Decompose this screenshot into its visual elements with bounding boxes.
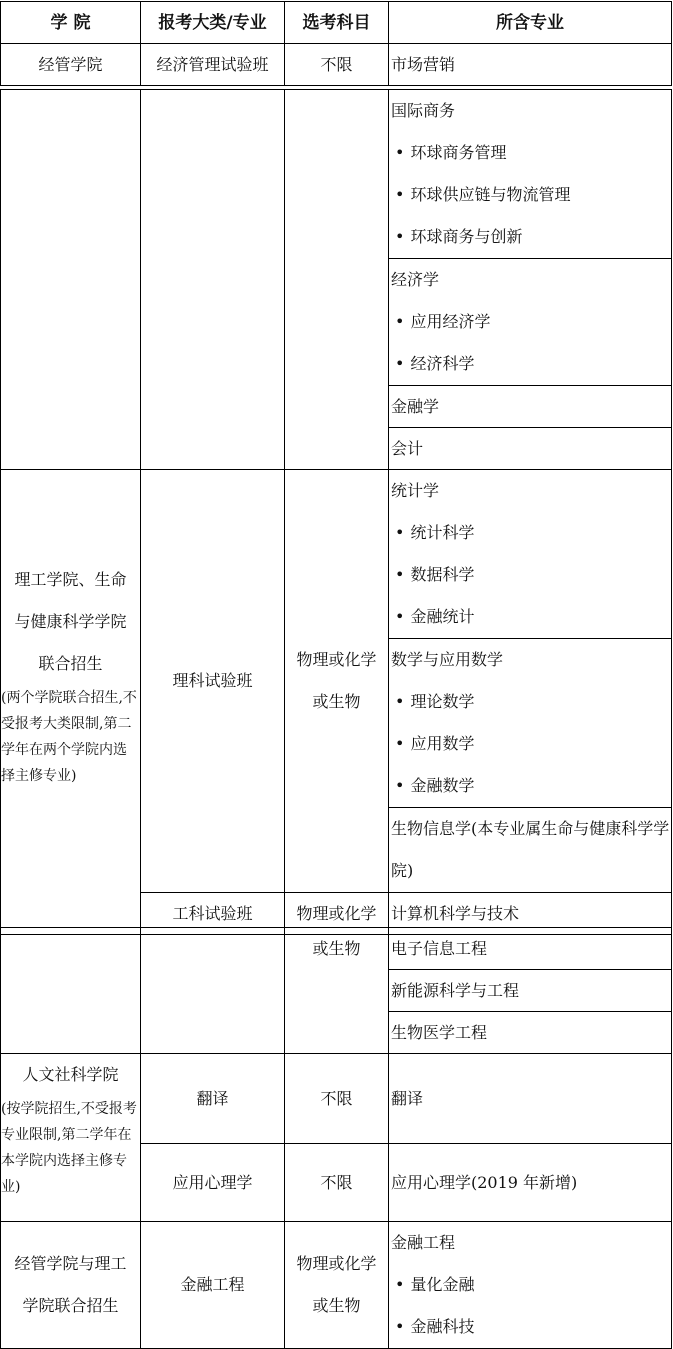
category-psychology: 应用心理学 [141,1144,285,1222]
table-row [1,1054,672,1144]
table-humanities-block [0,927,672,1349]
college-cell-joint [1,470,141,935]
table-row [1,928,672,970]
list-item: • 环球供应链与物流管理 [391,174,671,216]
list-item: • 数据科学 [391,554,671,596]
major-group-title: 经济学 [391,270,440,289]
header-row [1,2,672,44]
subjects-line: 或生物 [312,692,361,711]
subjects-science [285,470,389,893]
college-cell: 经管学院 [1,44,141,86]
subjects-engineering: 物理或化学 [285,893,389,935]
category-cell-empty [141,928,285,1054]
subjects-line: 物理或化学 [296,1254,377,1273]
list-item: • 金融统计 [391,596,671,638]
major-group-title: 数学与应用数学 [391,650,504,669]
category-cell-empty [141,90,285,470]
college-joint-finance [1,1222,141,1349]
table-science-block [0,89,672,935]
list-item: • 应用数学 [391,723,671,765]
major-group-title: 国际商务 [391,101,456,120]
table-row [1,1222,672,1349]
major-accounting: 会计 [389,428,672,470]
table-row [1,44,672,86]
header-college: 学 院 [1,2,141,44]
college-humanities [1,1054,141,1222]
college-name-line: 联合招生 [38,654,103,673]
category-translation: 翻译 [141,1054,285,1144]
header-subjects: 选考科目 [285,2,389,44]
subjects-engineering-cont [285,928,389,1054]
subjects-translation: 不限 [285,1054,389,1144]
subjects-line: 或生物 [312,1296,361,1315]
list-item: • 经济科学 [391,343,671,385]
major-ee: 电子信息工程 [389,928,672,970]
header-category: 报考大类/专业 [141,2,285,44]
college-cell-empty [1,90,141,470]
college-name-line: 理工学院、生命 [14,570,127,589]
subjects-cell-empty [285,90,389,470]
list-item: • 应用经济学 [391,301,671,343]
major-group-intl-business [389,90,672,259]
major-translation: 翻译 [389,1054,672,1144]
college-cell-empty [1,928,141,1054]
list-item: • 环球商务管理 [391,132,671,174]
college-name-line: 人文社科学院 [22,1065,119,1084]
college-note: (两个学院联合招生,不受报考大类限制,第二学年在两个学院内选择主修专业) [1,690,137,784]
list-item: • 量化金融 [391,1264,671,1306]
major-group-title: 金融工程 [391,1233,456,1252]
subjects-financial-engineering [285,1222,389,1349]
major-cell: 市场营销 [389,44,672,86]
major-bioinfo: 生物信息学(本专业属生命与健康科学学院) [389,808,672,893]
category-engineering: 工科试验班 [141,893,285,935]
list-item: • 统计科学 [391,512,671,554]
subjects-line: 物理或化学 [296,650,377,669]
major-psychology: 应用心理学(2019 年新增) [389,1144,672,1222]
subjects-psychology: 不限 [285,1144,389,1222]
subjects-line: 或生物 [312,939,361,958]
major-cs: 计算机科学与技术 [389,893,672,935]
major-group-title: 统计学 [391,481,440,500]
major-group-statistics [389,470,672,639]
list-item: • 理论数学 [391,681,671,723]
college-name-line: 学院联合招生 [22,1296,119,1315]
category-science: 理科试验班 [141,470,285,893]
major-finance: 金融学 [389,386,672,428]
header-majors: 所含专业 [389,2,672,44]
table-row [1,90,672,259]
major-group-financial-engineering [389,1222,672,1349]
table-header-block [0,1,672,86]
list-item: • 环球商务与创新 [391,216,671,258]
list-item: • 金融数学 [391,765,671,807]
college-note: (按学院招生,不受报考专业限制,第二学年在本学院内选择主修专业) [1,1101,137,1195]
subjects-cell: 不限 [285,44,389,86]
major-group-economics [389,259,672,386]
category-financial-engineering: 金融工程 [141,1222,285,1349]
college-name-line: 经管学院与理工 [14,1254,127,1273]
major-group-math [389,639,672,808]
category-cell: 经济管理试验班 [141,44,285,86]
table-row [1,470,672,639]
college-name-line: 与健康科学学院 [14,612,127,631]
list-item: • 金融科技 [391,1306,671,1348]
major-bme: 生物医学工程 [389,1012,672,1054]
major-new-energy: 新能源科学与工程 [389,970,672,1012]
